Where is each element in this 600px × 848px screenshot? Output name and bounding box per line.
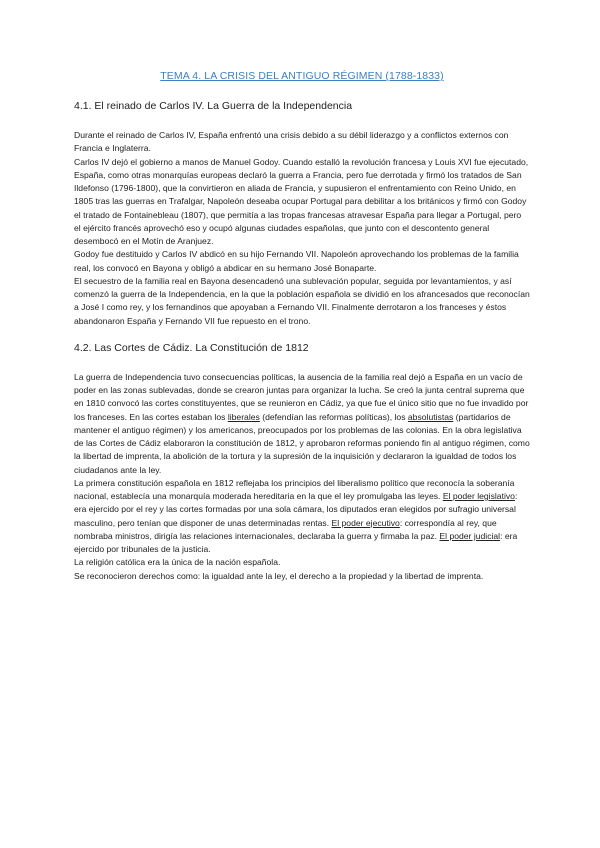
section-4-1-body xyxy=(74,129,530,328)
paragraph: La religión católica era la única de la nación española. xyxy=(74,557,281,568)
text-run: La primera constitución española en 1812 reflejaba los principios del liberalismo político que reconocía la soberanía nacional, establecía una monarquía moderada hereditaria en la que el ley promulgaba las leyes. xyxy=(74,477,515,501)
text-run: (partidarios de mantener el antiguo régimen) y los americanos, preocupados por los problemas de las colonias. En la obra legislativa de las Cortes de Cádiz elaboraron la constitución de 1812, y aprobaron reformas poniendo fin al antiguo régimen, como la libertad de imprenta, la abolición de la tortura y la supresión de la inquisición y declararon la igualdad de todos los ciudadanos ante la ley. xyxy=(74,411,530,475)
term-poder-ejecutivo: El poder ejecutivo xyxy=(331,517,400,528)
text-run: : correspondía al rey, que nombraba ministros, dirigía las relaciones internacionales, declaraba la guerra y firmaba la paz. xyxy=(74,517,497,541)
document-title: TEMA 4. LA CRISIS DEL ANTIGUO RÉGIMEN (1788-1833) xyxy=(160,70,444,82)
text-run: La guerra de Independencia tuvo consecuencias políticas, la ausencia de la familia real dejó a España en un vacío de poder en las zonas sublevadas, donde se crearon juntas para organizar la lucha. Se creó la junta central suprema que en 1810 convocó las cortes constituyentes, que se reunieron en Cádiz, ya que fue el único sitio que no fue invadido por los franceses. En las cortes estaban los xyxy=(74,371,529,422)
text-run: (defendían las reformas políticas), los xyxy=(259,411,408,422)
term-liberales: liberales xyxy=(227,411,260,422)
section-4-2-body xyxy=(74,371,530,583)
paragraph: Se reconocieron derechos como: la igualdad ante la ley, el derecho a la propiedad y la libertad de imprenta. xyxy=(74,570,484,581)
term-absolutistas: absolutistas xyxy=(407,411,454,422)
paragraph xyxy=(74,477,530,557)
document-page xyxy=(74,70,530,583)
paragraph xyxy=(74,371,530,477)
section-heading-4-2: 4.2. Las Cortes de Cádiz. La Constitución de 1812 xyxy=(74,341,309,354)
paragraph: El secuestro de la familia real en Bayona desencadenó una sublevación popular, seguida por levantamientos, y así comenzó la guerra de la Independencia, en la que la población española se dividió en los afrancesados que reconocían a José I como rey, y los fernandinos que apoyaban a Fernando VII. Finalmente derrotaron a los franceses y éstos abandonaron España y Fernando VII fue repuesto en el trono. xyxy=(74,275,530,326)
text-run: : era ejercido por el rey y las cortes formadas por una sola cámara, los diputados eran elegidos por sufragio universal masculino, pero tenían que disponer de unas determinadas rentas. xyxy=(74,491,518,528)
paragraph: Durante el reinado de Carlos IV, España enfrentó una crisis debido a su débil liderazgo y a conflictos externos con Francia e Inglaterra. xyxy=(74,130,509,154)
paragraph: Carlos IV dejó el gobierno a manos de Manuel Godoy. Cuando estalló la revolución francesa y Louis XVI fue ejecutado, España, como otras monarquías europeas declaró la guerra a Francia, pero fue derrotada y firmó los tratados de San Ildefonso (1796-1800), que la convirtieron en aliada de Francia, y supusieron el enfrentamiento con Reino Unido, en 1805 tras las guerras en Trafalgar, Napoleón deseaba ocupar Portugal para debilitar a los británicos y firmó con Godoy el tratado de Fontainebleau (1807), que permitía a las tropas francesas atravesar España para llegar a Portugal, pero el ejército francés aprovechó eso y ocupó algunas ciudades españolas, que junto con el descontento general desembocó en el Motín de Aranjuez. xyxy=(74,156,529,246)
paragraph: Godoy fue destituido y Carlos IV abdicó en su hijo Fernando VII. Napoleón aprovechando los problemas de la familia real, los convocó en Bayona y obligó a abdicar en su hermano José Bonaparte. xyxy=(74,249,519,273)
section-heading-4-1: 4.1. El reinado de Carlos IV. La Guerra de la Independencia xyxy=(74,100,353,112)
term-poder-legislativo: El poder legislativo xyxy=(442,491,515,501)
text-run: : era ejercido por tribunales de la justicia. xyxy=(74,530,518,554)
term-poder-judicial: El poder judicial xyxy=(439,530,501,541)
